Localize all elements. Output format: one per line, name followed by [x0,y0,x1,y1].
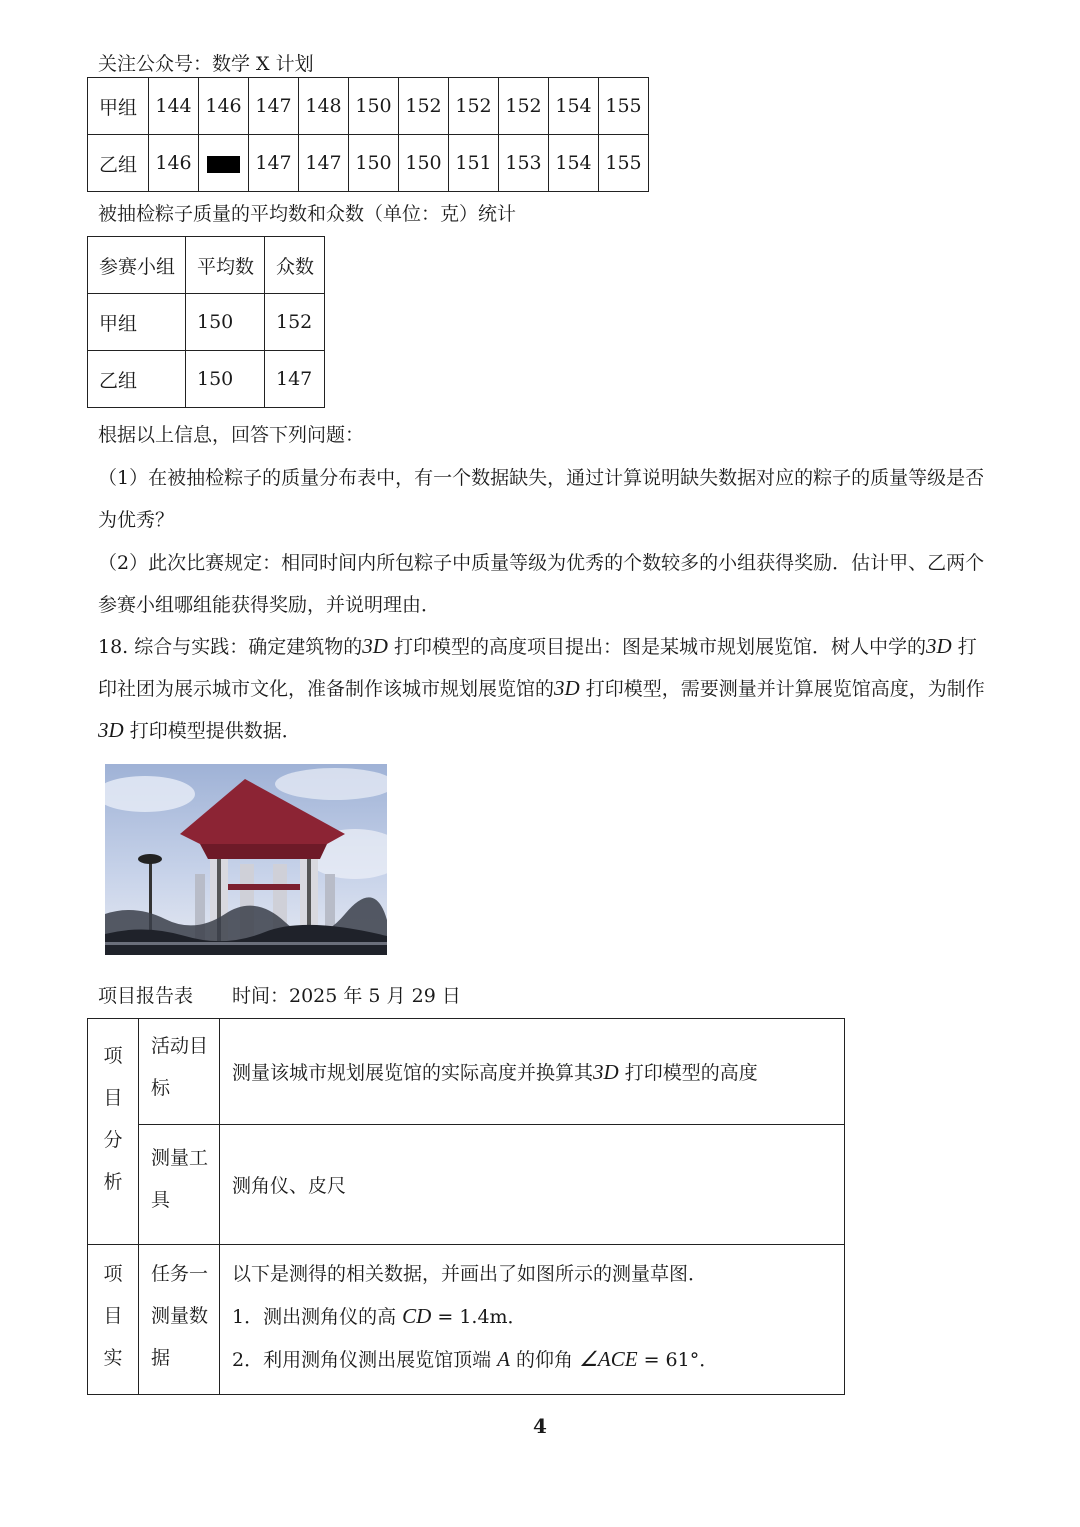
table-header-row [88,237,325,294]
table-cell: 155 [599,135,649,192]
stats-caption: 被抽检粽子质量的平均数和众数（单位：克）统计 [98,203,517,225]
missing-data-cell [199,135,249,192]
row-label: 乙组 [88,135,149,192]
report-time: 时间：2025 年 5 月 29 日 [232,985,461,1007]
task-label [139,1245,220,1395]
label-line: 任务一 [151,1263,209,1285]
question-1-line-2: 为优秀？ [98,509,175,531]
label-line: 具 [151,1189,171,1211]
table-cell: 152 [449,78,499,135]
math-3d: 3D [554,676,580,700]
problem-18-line-2 [98,674,985,701]
table-row [88,135,649,192]
page-number: 4 [533,1414,547,1438]
column-header: 参赛小组 [88,237,186,294]
vertical-char: 分 [103,1129,123,1151]
math-3d: 3D [925,634,952,658]
table-cell: 154 [549,135,599,192]
math-3d: 3D [98,718,124,742]
vertical-char: 目 [103,1087,123,1109]
table-cell: 甲组 [88,294,186,351]
tools-label [139,1125,220,1245]
report-title: 项目报告表 [98,985,194,1007]
math-angle: ∠ACE [579,1347,638,1371]
task-content [220,1245,845,1395]
problem-18-line-1 [98,632,977,659]
stats-table [87,236,325,408]
label-line: 活动目 [151,1035,209,1057]
goal-label [139,1019,220,1125]
text-span: 打 [951,636,977,658]
table-row [88,1019,845,1125]
text-span: 2．利用测角仪测出展览馆顶端 [232,1349,498,1371]
exhibition-hall-illustration [105,764,387,955]
text-span: 18. 综合与实践：确定建筑物的 [98,636,363,658]
math-3d: 3D [362,634,388,658]
table-cell: 150 [349,135,399,192]
table-cell: 147 [265,351,325,408]
table-row [88,78,649,135]
label-line: 测量数 [151,1305,209,1327]
table-cell: 147 [249,135,299,192]
tools-text: 测角仪、皮尺 [220,1125,845,1245]
table-row [88,294,325,351]
table-cell: 148 [299,78,349,135]
vertical-char: 项 [103,1263,123,1285]
text-span: = 1.4m． [431,1306,527,1328]
questions-intro: 根据以上信息，回答下列问题： [98,424,365,446]
table-cell: 152 [265,294,325,351]
question-2-line-1: （2）此次比赛规定：相同时间内所包粽子中质量等级为优秀的个数较多的小组获得奖励．估计甲、乙两个 [98,552,985,574]
text-span: 打印模型的高度项目提出：图是某城市规划展览馆．树人中学的 [387,636,926,658]
table-cell: 154 [549,78,599,135]
question-2-line-2: 参赛小组哪组能获得奖励，并说明理由． [98,594,441,616]
section-project-analysis [88,1019,139,1245]
table-cell: 146 [199,78,249,135]
text-span: 的仰角 [509,1349,580,1371]
table-cell: 147 [299,135,349,192]
table-row [88,1125,845,1245]
label-line: 标 [151,1077,171,1099]
table-row [88,351,325,408]
redaction-box [207,156,240,173]
question-1-line-1: （1）在被抽检粽子的质量分布表中，有一个数据缺失，通过计算说明缺失数据对应的粽子的质量等级是否 [98,467,985,489]
math-cd: CD [402,1304,432,1328]
vertical-char: 目 [103,1305,123,1327]
math-3d: 3D [593,1060,619,1084]
table-cell: 152 [399,78,449,135]
column-header: 平均数 [186,237,265,294]
table-cell: 152 [499,78,549,135]
vertical-char: 实 [103,1347,123,1369]
table-cell: 144 [149,78,199,135]
task-line: 以下是测得的相关数据，并画出了如图所示的测量草图． [232,1263,708,1285]
task-line [232,1338,844,1381]
row-label: 甲组 [88,78,149,135]
problem-18-line-3 [98,716,301,743]
goal-text [220,1019,845,1125]
column-header: 众数 [265,237,325,294]
project-report-table [87,1018,845,1395]
vertical-char: 项 [103,1045,123,1067]
text-span: 打印模型，需要测量并计算展览馆高度，为制作 [579,678,985,700]
table-cell: 146 [149,135,199,192]
label-line: 测量工 [151,1147,209,1169]
table-cell: 147 [249,78,299,135]
text-span: 打印模型提供数据． [123,720,301,742]
table-cell: 153 [499,135,549,192]
table-cell: 150 [186,294,265,351]
text-span: 1．测出测角仪的高 [232,1306,403,1328]
watermark-header: 关注公众号：数学 X 计划 [98,53,314,75]
table-cell: 150 [399,135,449,192]
text-span: 测量该城市规划展览馆的实际高度并换算其 [232,1062,594,1084]
table-row [88,1245,845,1395]
math-a: A [497,1347,510,1371]
task-line [232,1295,844,1338]
text-span: 打印模型的高度 [618,1062,758,1084]
text-span: 印社团为展示城市文化，准备制作该城市规划展览馆的 [98,678,555,700]
exhibition-hall-photo [105,764,387,955]
table-cell: 乙组 [88,351,186,408]
mass-distribution-table [87,77,649,192]
table-cell: 151 [449,135,499,192]
section-project-implementation [88,1245,139,1395]
table-cell: 150 [186,351,265,408]
label-line: 据 [151,1347,171,1369]
vertical-char: 析 [103,1171,123,1193]
text-span: = 61°． [637,1349,719,1371]
table-cell: 150 [349,78,399,135]
table-cell: 155 [599,78,649,135]
